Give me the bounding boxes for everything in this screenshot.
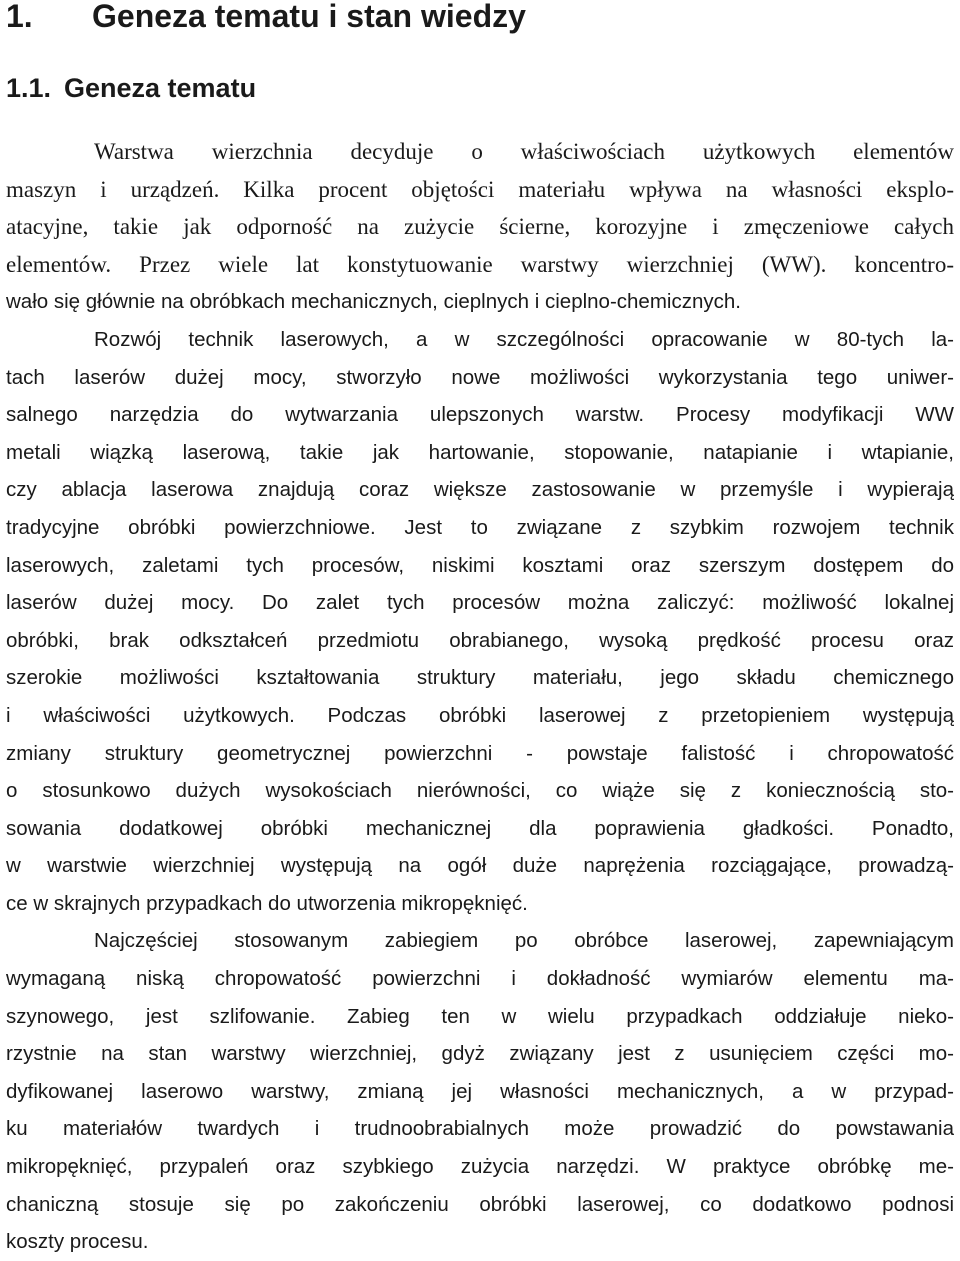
text-line: laserów dużej mocy. Do zalet tych procesów można zaliczyć: możliwość lokalnej (6, 591, 954, 615)
text-line: szerokie możliwości kształtowania struktury materiału, jego składu chemicznego (6, 666, 954, 690)
text-line: ce w skrajnych przypadkach do utworzenia mikropęknięć. (6, 891, 528, 915)
text-line: i właściwości użytkowych. Podczas obróbki laserowej z przetopieniem występują (6, 703, 954, 727)
text-line: szynowego, jest szlifowanie. Zabieg ten w wielu przypadkach oddziałuje nieko- (6, 1004, 954, 1028)
text-line: czy ablacja laserowa znajdują coraz większe zastosowanie w przemyśle i wypierają (6, 478, 954, 502)
chapter-title: Geneza tematu i stan wiedzy (92, 0, 526, 34)
text-line: wało się głównie na obróbkach mechanicznych, cieplnych i cieplno-chemicznych. (6, 290, 741, 314)
text-line: Najczęściej stosowanym zabiegiem po obróbce laserowej, zapewniającym (94, 929, 954, 953)
text-line: elementów. Przez wiele lat konstytuowanie warstwy wierzchniej (WW). koncentro- (6, 251, 954, 277)
section-number: 1.1. (6, 73, 52, 103)
text-line: obróbki, brak odkształceń przedmiotu obrabianego, wysoką prędkość procesu oraz (6, 628, 954, 652)
text-line: dyfikowanej laserowo warstwy, zmianą jej własności mechanicznych, a w przypad- (6, 1079, 954, 1103)
text-line: maszyn i urządzeń. Kilka procent objętości materiału wpływa na własności eksplo- (6, 176, 954, 202)
text-line: ku materiałów twardych i trudnoobrabialnych może prowadzić do powstawania (6, 1117, 954, 1141)
chapter-heading (6, 0, 526, 36)
chapter-number: 1. (6, 0, 33, 34)
section-title: Geneza tematu (64, 73, 257, 103)
text-line: sowania dodatkowej obróbki mechanicznej dla poprawienia gładkości. Ponadto, (6, 816, 954, 840)
text-line: laserowych, zaletami tych procesów, niskimi kosztami oraz szerszym dostępem do (6, 553, 954, 577)
text-line: metali wiązką laserową, takie jak hartowanie, stopowanie, natapianie i wtapianie, (6, 440, 954, 464)
text-line: rzystnie na stan warstwy wierzchniej, gdyż związany jest z usunięciem części mo- (6, 1042, 954, 1066)
text-line: Warstwa wierzchnia decyduje o właściwościach użytkowych elementów (94, 139, 954, 164)
section-heading (6, 70, 256, 106)
text-line: atacyjne, takie jak odporność na zużycie ścierne, korozyjne i zmęczeniowe całych (6, 214, 954, 240)
text-line: tradycyjne obróbki powierzchniowe. Jest to związane z szybkim rozwojem technik (6, 515, 954, 539)
text-line: w warstwie wierzchniej występują na ogół duże naprężenia rozciągające, prowadzą- (6, 854, 954, 878)
text-line: wymaganą niską chropowatość powierzchni i dokładność wymiarów elementu ma- (6, 967, 954, 991)
text-line: salnego narzędzia do wytwarzania ulepszonych warstw. Procesy modyfikacji WW (6, 403, 954, 427)
text-line: koszty procesu. (6, 1230, 149, 1254)
text-line: Rozwój technik laserowych, a w szczególności opracowanie w 80-tych la- (94, 327, 954, 351)
text-line: chaniczną stosuje się po zakończeniu obróbki laserowej, co dodatkowo podnosi (6, 1192, 954, 1216)
text-line: o stosunkowo dużych wysokościach nierówności, co wiąże się z koniecznością sto- (6, 779, 954, 803)
text-line: mikropęknięć, przypaleń oraz szybkiego zużycia narzędzi. W praktyce obróbkę me- (6, 1155, 954, 1179)
body-text (6, 133, 954, 1261)
text-line: tach laserów dużej mocy, stworzyło nowe możliwości wykorzystania tego uniwer- (6, 365, 954, 389)
text-line: zmiany struktury geometrycznej powierzchni - powstaje falistość i chropowatość (6, 741, 954, 765)
